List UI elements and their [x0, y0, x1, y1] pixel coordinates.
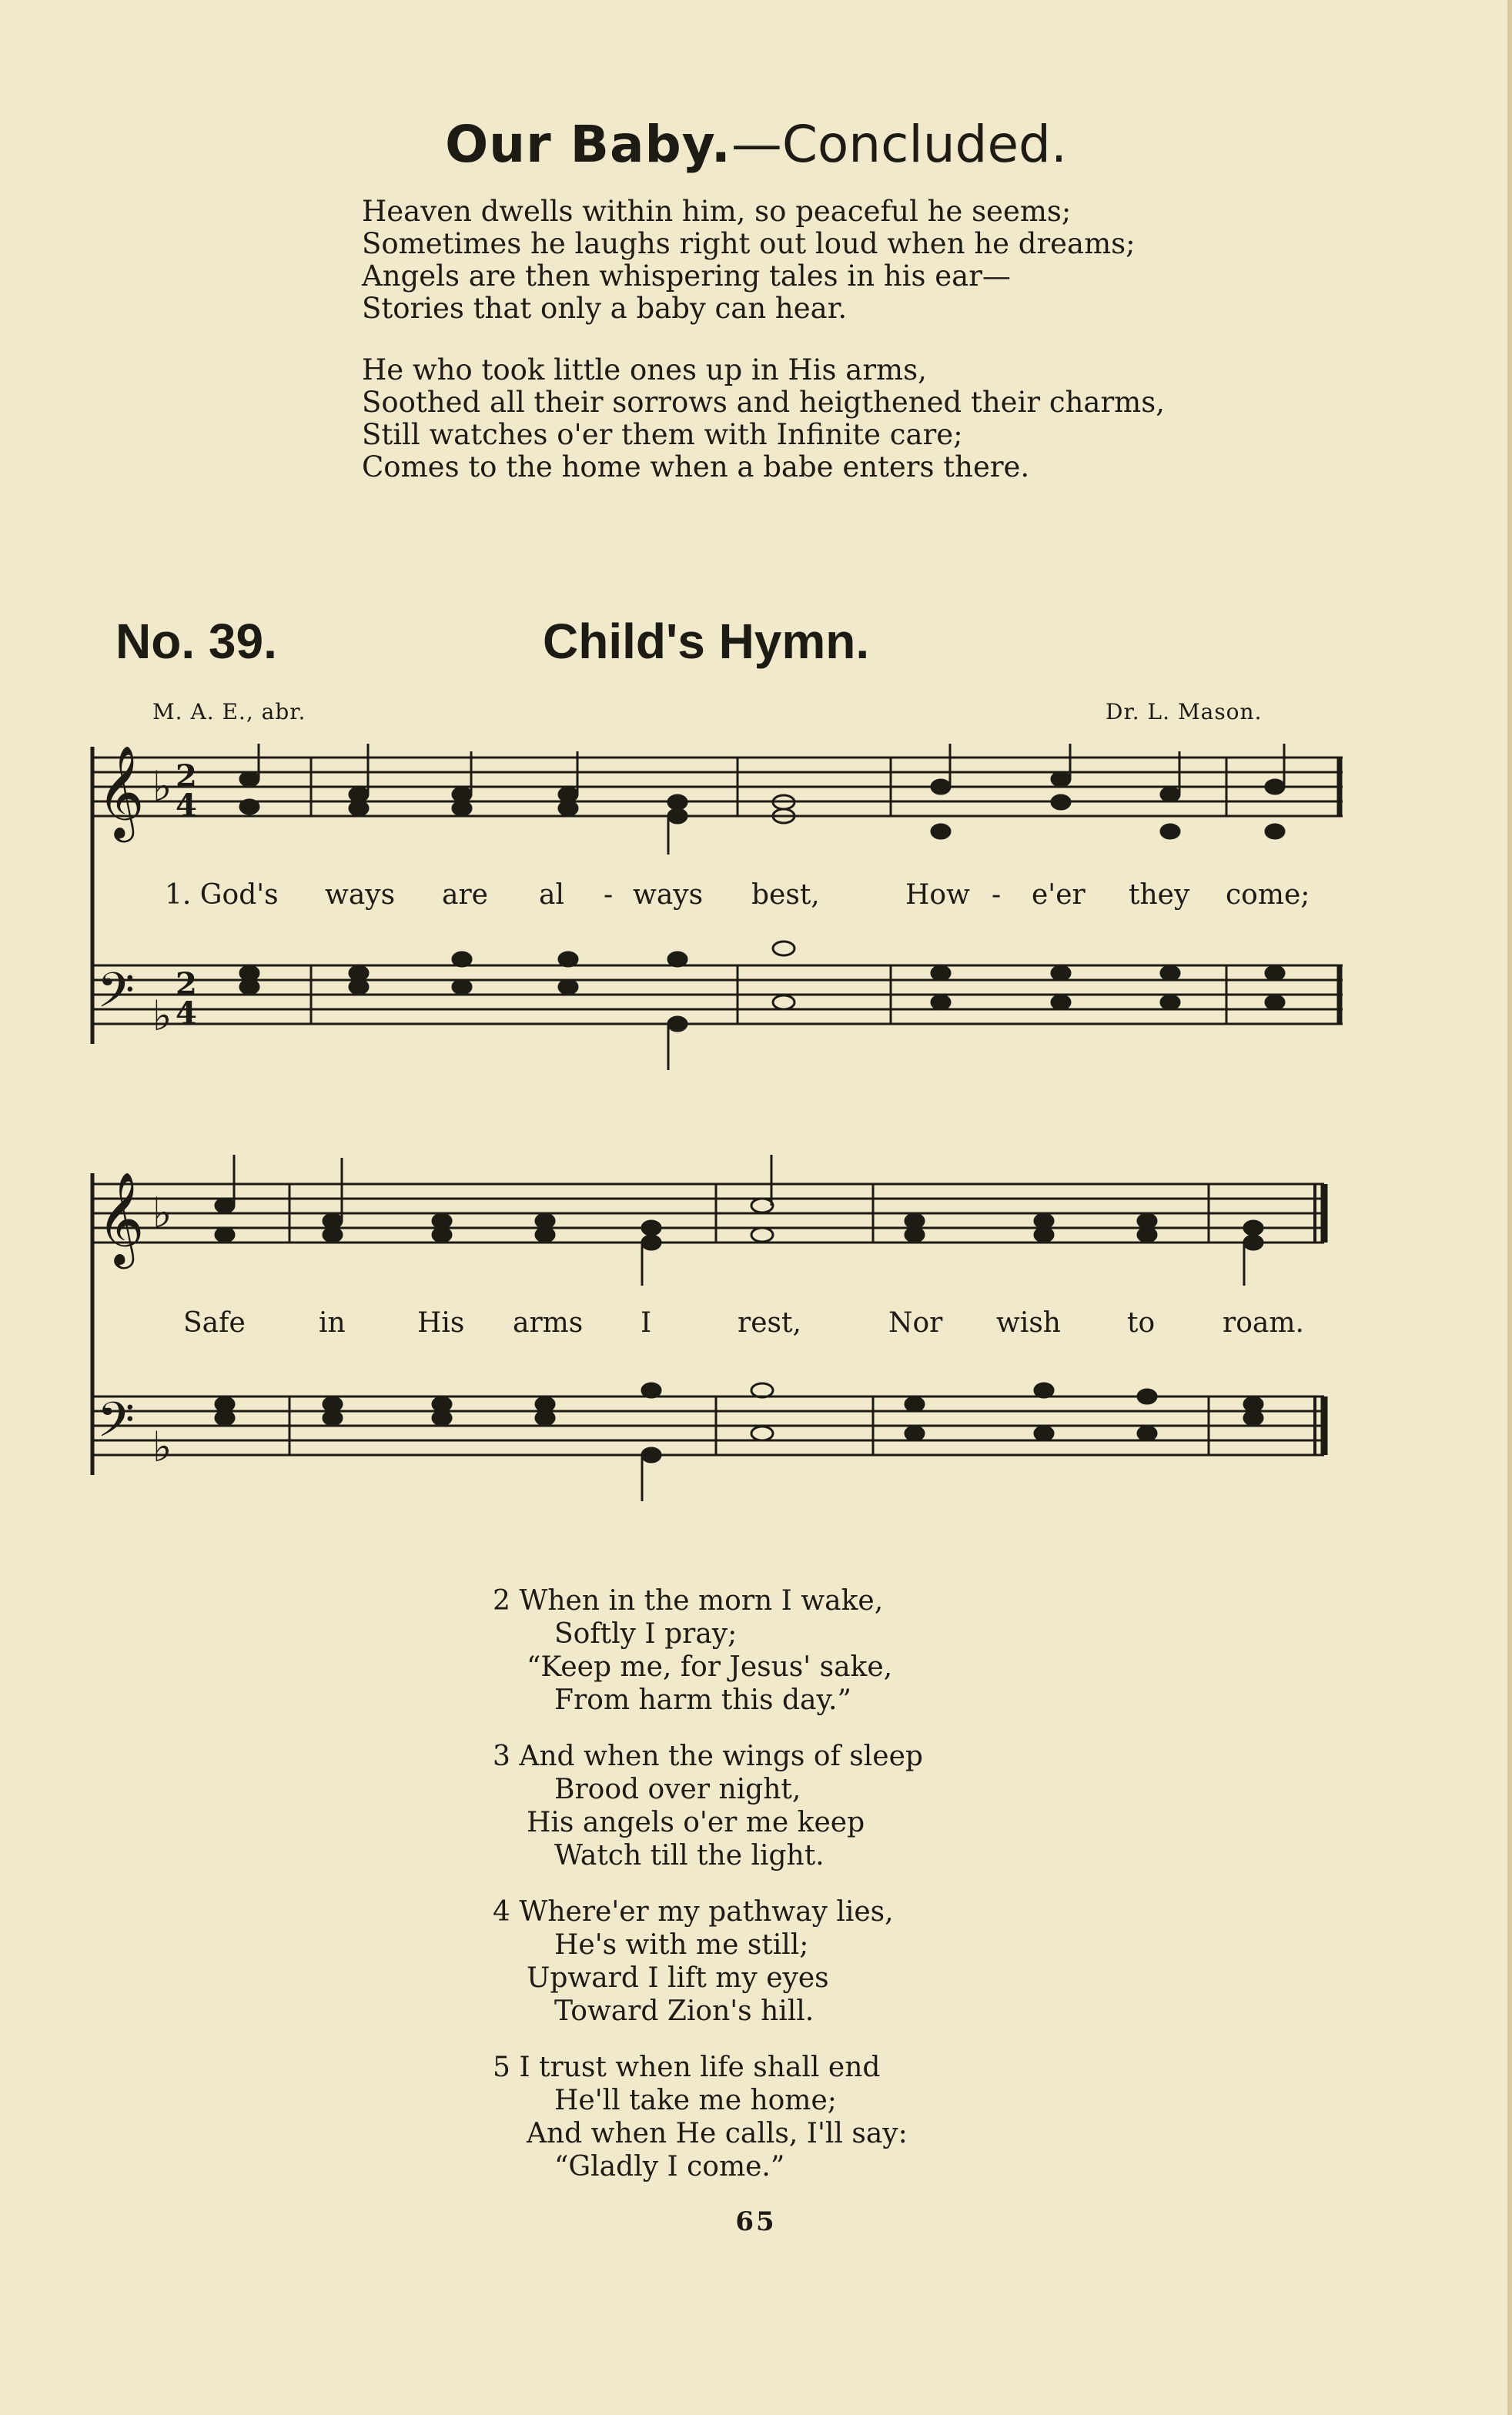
time-signature-bottom: 4 [176, 788, 197, 824]
verse-line: 4 Where'er my pathway lies, [493, 1896, 894, 1928]
verses [493, 1584, 923, 2206]
time-signature-top: 2 [176, 966, 197, 1002]
verse-line: His angels o'er me keep [527, 1807, 865, 1838]
verse-line: From harm this day.” [554, 1684, 851, 1716]
lyric-syllable: best, [751, 879, 820, 911]
lyric-syllable: 1. God's [165, 879, 279, 911]
verse-line: 5 I trust when life shall end [493, 2052, 881, 2083]
poem-line: Angels are then whispering tales in his ear— [362, 259, 1011, 293]
flat-icon: ♭ [152, 1189, 172, 1237]
lyric-syllable: - [992, 879, 1002, 911]
time-signature-bottom: 4 [176, 995, 197, 1032]
lyric-syllable: - [604, 879, 614, 911]
lyric-syllable: His [417, 1307, 465, 1339]
lyricist-credit: M. A. E., abr. [152, 699, 306, 724]
lyric-syllable: to [1127, 1307, 1156, 1339]
lyric-syllable: e'er [1032, 879, 1085, 911]
bass-staff-1 [92, 965, 1343, 1024]
lyric-syllable: roam. [1223, 1307, 1304, 1339]
treble-staff-1 [92, 758, 1343, 816]
verse-line: Toward Zion's hill. [554, 1995, 815, 2027]
notes-system-1 [240, 744, 1284, 855]
page-number: 65 [735, 2206, 777, 2237]
verse-5 [493, 2051, 923, 2183]
lyric-syllable: ways [325, 879, 396, 911]
flat-icon: ♭ [152, 1423, 172, 1471]
lyric-syllable: arms [513, 1307, 584, 1339]
treble-clef-icon: 𝄞 [97, 1171, 145, 1265]
verse-line: He'll take me home; [554, 2085, 837, 2116]
lyrics-line-2 [183, 1307, 1304, 1339]
verse-line: And when He calls, I'll say: [527, 2118, 908, 2149]
verse-2 [493, 1584, 923, 1717]
bass-clef-icon: 𝄢 [97, 1391, 135, 1460]
lyric-syllable: I [641, 1307, 652, 1339]
poem-line: Soothed all their sorrows and heigthened their charms, [362, 386, 1165, 419]
poem-line: Heaven dwells within him, so peaceful he seems; [362, 195, 1072, 228]
poem-line: Sometimes he laughs right out loud when he dreams; [362, 227, 1136, 260]
hymn-number: No. 39. [115, 614, 277, 669]
poem-line: Stories that only a baby can hear. [362, 292, 848, 325]
lyric-syllable: come; [1226, 879, 1310, 911]
verse-line: 2 When in the morn I wake, [493, 1585, 884, 1617]
verse-line: Watch till the light. [554, 1840, 825, 1871]
bass-staff-2 [92, 1396, 1324, 1455]
time-signature-top: 2 [176, 758, 197, 794]
verse-line: Softly I pray; [554, 1618, 738, 1650]
poem-line: Comes to the home when a babe enters there. [362, 450, 1030, 483]
bass-clef-icon: 𝄢 [97, 962, 135, 1030]
lyric-syllable: rest, [738, 1307, 801, 1339]
verse-4 [493, 1895, 923, 2028]
lyric-syllable: wish [996, 1307, 1061, 1339]
title-suffix: —Concluded. [731, 115, 1067, 174]
poem-line: He who took little ones up in His arms, [362, 353, 927, 386]
lyric-syllable: they [1129, 879, 1190, 911]
notes-system-2 [216, 1155, 1263, 1286]
hymn-title: Child's Hymn. [543, 614, 870, 669]
composer-credit: Dr. L. Mason. [1106, 699, 1263, 724]
verse-line: “Gladly I come.” [554, 2151, 785, 2183]
title-main: Our Baby. [445, 115, 731, 174]
lyric-syllable: are [442, 879, 488, 911]
verse-line: “Keep me, for Jesus' sake, [527, 1651, 893, 1683]
verse-line: He's with me still; [554, 1929, 809, 1961]
bass-notes-system-2 [216, 1383, 1263, 1501]
lyric-syllable: in [319, 1307, 346, 1339]
verse-line: Brood over night, [554, 1774, 801, 1805]
bass-notes-system-1 [240, 942, 1284, 1070]
poem-line: Still watches o'er them with Infinite care; [362, 418, 963, 451]
flat-icon: ♭ [152, 762, 172, 811]
verse-3 [493, 1740, 923, 1872]
lyric-syllable: ways [633, 879, 704, 911]
verse-line: 3 And when the wings of sleep [493, 1741, 923, 1772]
lyric-syllable: al [539, 879, 564, 911]
flat-icon: ♭ [152, 992, 172, 1040]
lyric-syllable: How [905, 879, 970, 911]
lyrics-line-1 [165, 879, 1310, 911]
lyric-syllable: Safe [183, 1307, 246, 1339]
verse-line: Upward I lift my eyes [527, 1962, 829, 1994]
treble-clef-icon: 𝄞 [97, 744, 145, 838]
lyric-syllable: Nor [888, 1307, 943, 1339]
